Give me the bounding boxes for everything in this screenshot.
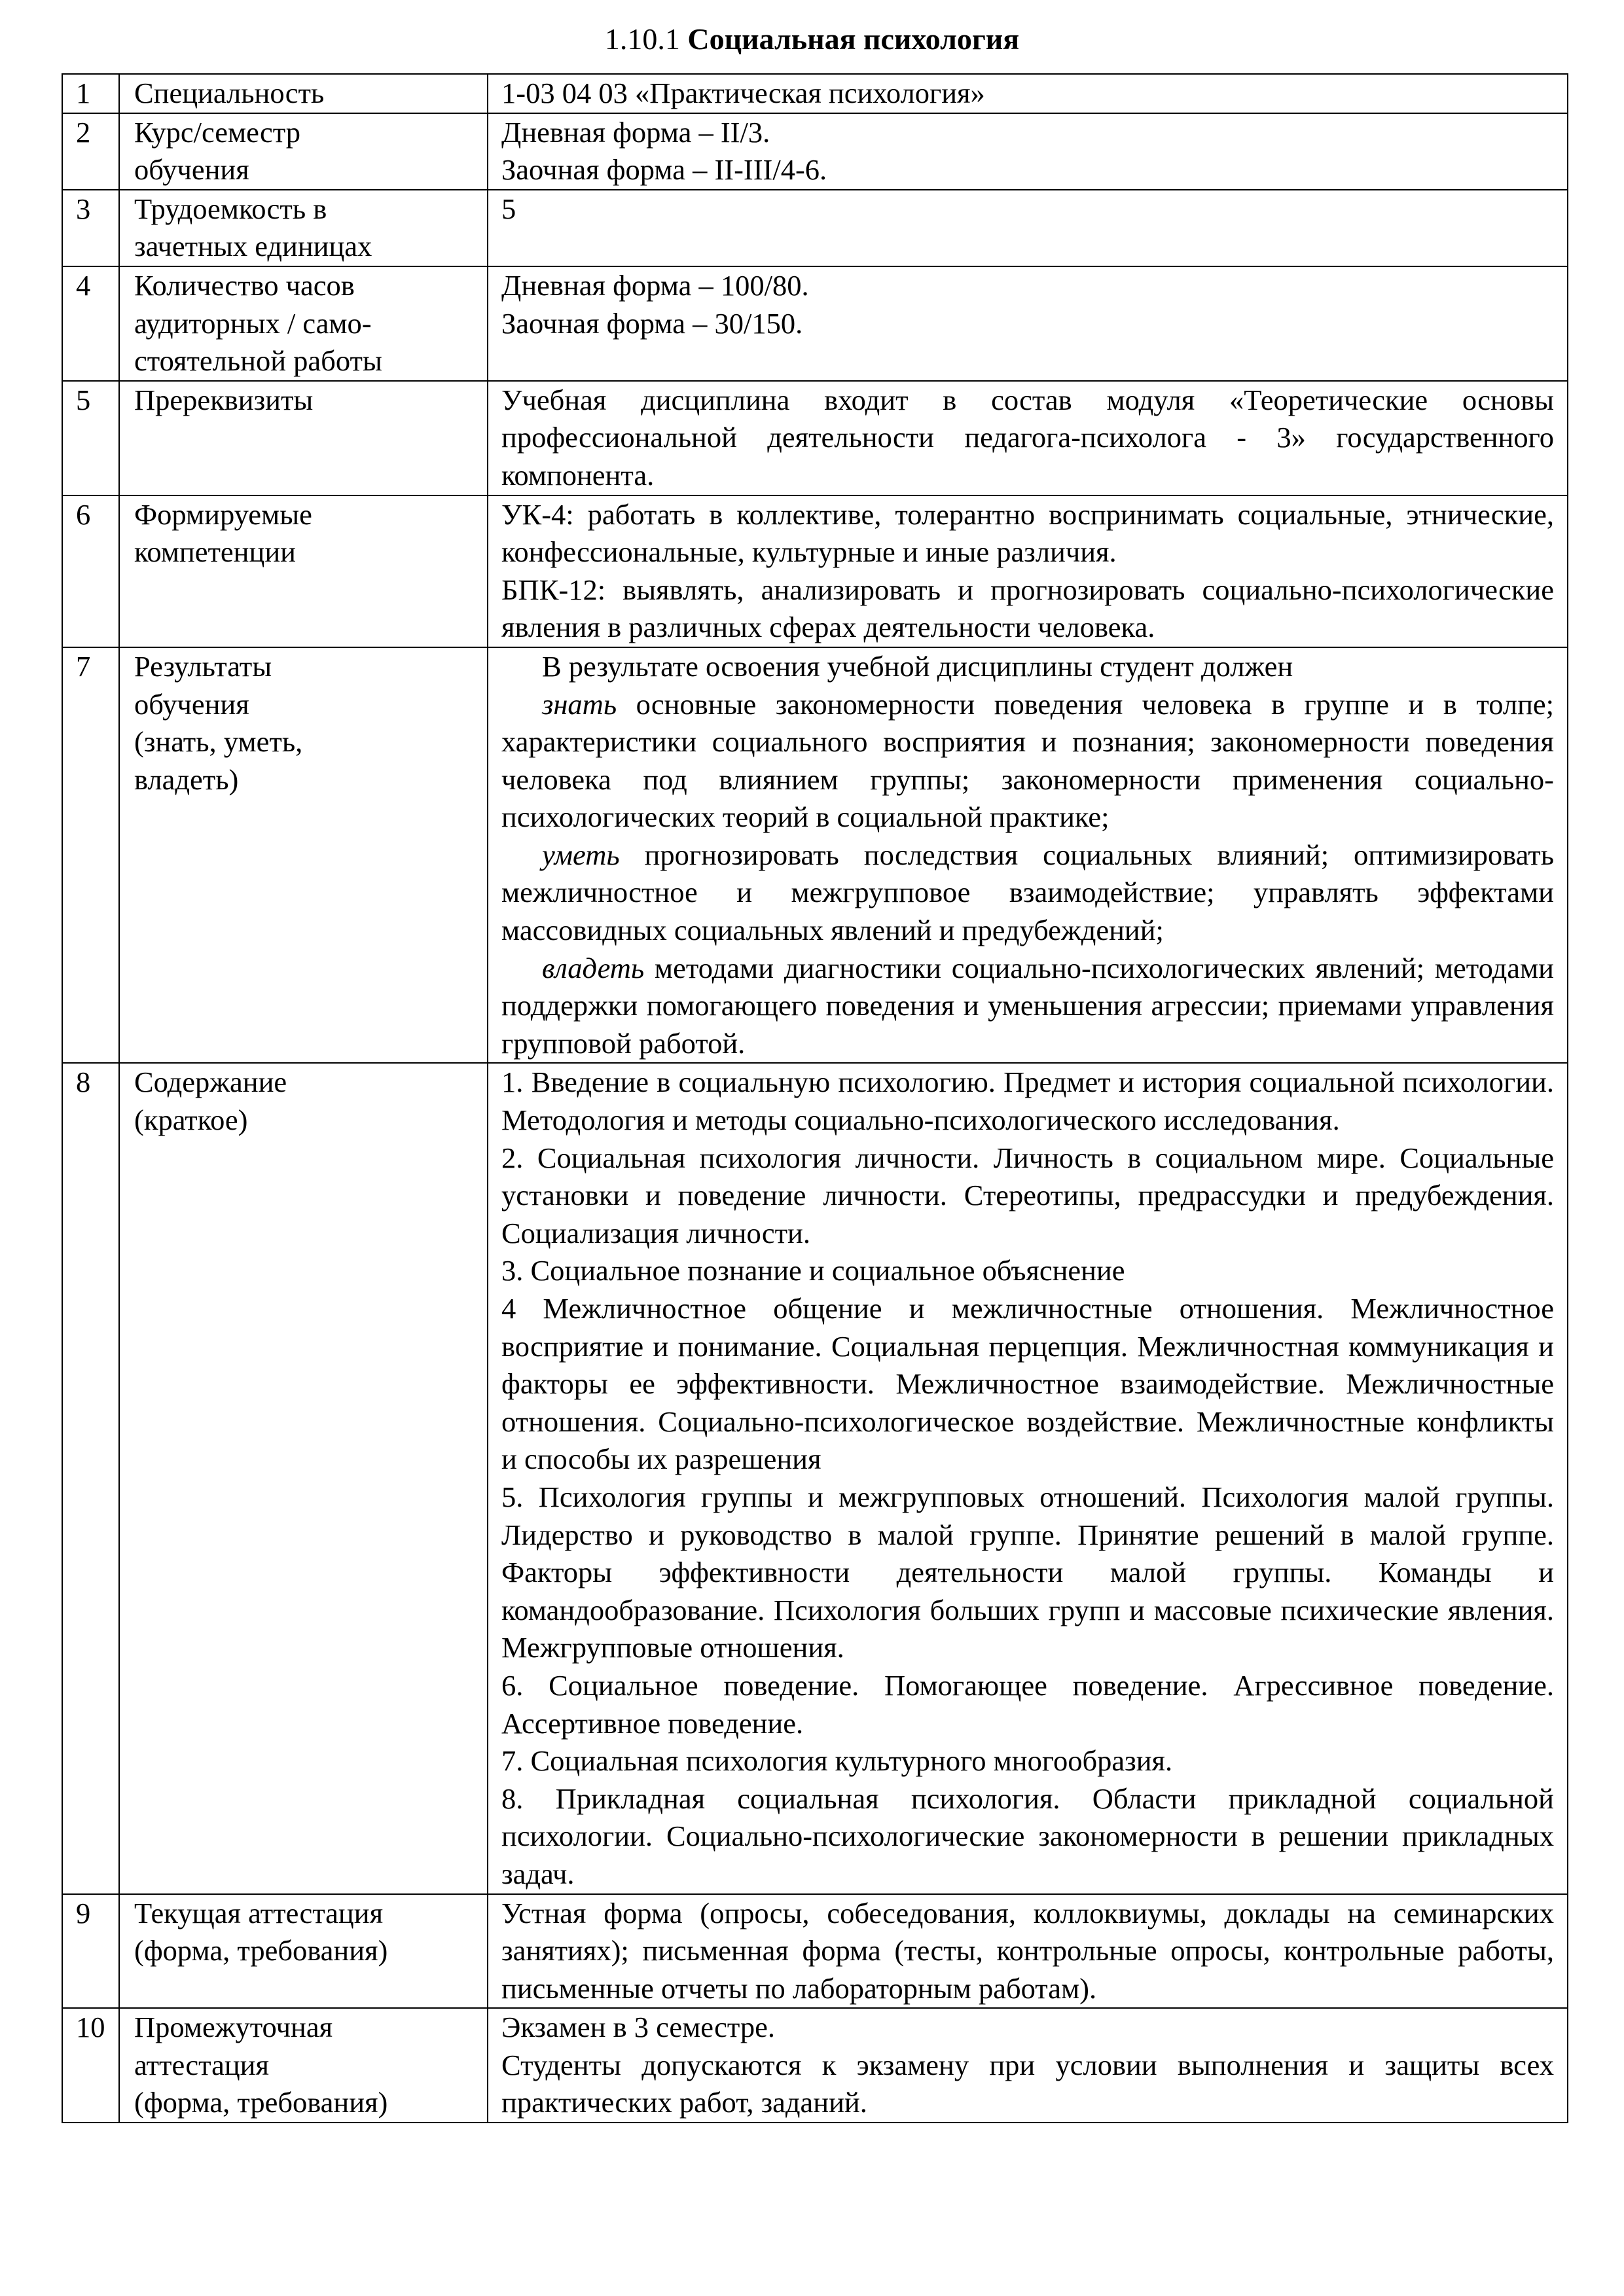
syllabus-table (62, 73, 1568, 2123)
row-label (119, 113, 488, 190)
row-value (488, 1894, 1568, 2009)
value-paragraph: УК-4: работать в коллективе, толерантно воспринимать социальные, этнические, конфессиональные, культурные и иные различия. (501, 497, 1554, 569)
row-number: 9 (62, 1894, 119, 2009)
row-label (119, 495, 488, 647)
label-line: Результаты (134, 649, 272, 683)
row-number: 6 (62, 495, 119, 647)
label-line: Трудоемкость в (134, 192, 327, 225)
value-paragraph: 1. Введение в социальную психологию. Предмет и история социальной психологии. Методология и методы социально-психологического исследования. (501, 1066, 1554, 1137)
row-value (488, 495, 1568, 647)
label-line: (знать, уметь, (134, 725, 303, 759)
value-paragraph: 4 Межличностное общение и межличностные отношения. Межличностное восприятие и понимание. Социальная перцепция. Межличностная коммуникация и факторы ее эффективности. Межличностное взаимодействие. Межличностные отношения. Социально-психологическое воздействие. Межличностные конфликты и способы их разрешения (501, 1292, 1554, 1476)
value-paragraph: Учебная дисциплина входит в состав модуля «Теоретические основы профессиональной деятельности педагога-психолога - 3» государственного компонента. (501, 383, 1554, 492)
section-number: 1.10.1 (604, 22, 680, 56)
value-paragraph: 6. Социальное поведение. Помогающее поведение. Агрессивное поведение. Ассертивное поведение. (501, 1668, 1554, 1740)
row-label (119, 74, 488, 113)
outcome-item (501, 836, 1554, 950)
row-label (119, 190, 488, 266)
table-row (62, 495, 1568, 647)
page-title (0, 20, 1624, 59)
value-paragraph: 5 (501, 192, 516, 225)
label-line: Пререквизиты (134, 383, 314, 416)
outcome-text: основные закономерности поведения человека в группе и в толпе; характеристики социального восприятия и познания; закономерности поведения человека под влиянием группы; закономерности применения социально-психологических теорий в социальной практике; (501, 687, 1554, 834)
label-line: Специальность (134, 77, 325, 109)
value-paragraph: Устная форма (опросы, собеседования, коллоквиумы, доклады на семинарских занятиях); письменная форма (тесты, контрольные опросы, контрольные работы, письменные отчеты по лабораторным работам). (501, 1896, 1554, 2005)
value-paragraph: 8. Прикладная социальная психология. Области прикладной социальной психологии. Социально-психологические закономерности в решении прикладных задач. (501, 1782, 1554, 1890)
outcome-term: владеть (542, 951, 645, 984)
outcome-term: знать (542, 687, 617, 721)
value-paragraph: 5. Психология группы и межгрупповых отношений. Психология малой группы. Лидерство и руководство в малой группе. Принятие решений в малой группе. Факторы эффективности деятельности малой группы. Команды и командообразование. Психология больших групп и массовые психические явления. Межгрупповые отношения. (501, 1480, 1554, 1664)
label-line: Промежуточная (134, 2011, 333, 2044)
table-row (62, 381, 1568, 495)
row-value (488, 2008, 1568, 2123)
value-paragraph: БПК-12: выявлять, анализировать и прогнозировать социально-психологические явления в различных сферах деятельности человека. (501, 573, 1554, 644)
row-value (488, 1063, 1568, 1893)
value-paragraph: Заочная форма – 30/150. (501, 306, 803, 340)
label-line: обучения (134, 153, 249, 187)
row-label (119, 381, 488, 495)
outcome-term: уметь (542, 838, 620, 871)
label-line: Количество часов (134, 268, 355, 302)
row-value (488, 381, 1568, 495)
label-line: Содержание (134, 1066, 287, 1099)
row-number: 5 (62, 381, 119, 495)
row-value (488, 647, 1568, 1064)
row-value (488, 113, 1568, 190)
table-row (62, 2008, 1568, 2123)
label-line: стоятельной работы (134, 344, 382, 378)
value-paragraph: 2. Социальная психология личности. Личность в социальном мире. Социальные установки и поведение личности. Стереотипы, предрассудки и предубеждения. Социализация личности. (501, 1141, 1554, 1249)
label-line: (форма, требования) (134, 2086, 388, 2119)
table-row (62, 190, 1568, 266)
table-row (62, 266, 1568, 381)
value-paragraph: Заочная форма – II-III/4-6. (501, 153, 827, 187)
label-line: (форма, требования) (134, 1934, 388, 1967)
value-paragraph: 3. Социальное познание и социальное объяснение (501, 1254, 1125, 1287)
value-paragraph: Дневная форма – 100/80. (501, 268, 809, 302)
outcome-item (501, 686, 1554, 836)
row-label (119, 1063, 488, 1893)
value-paragraph: 1-03 04 03 «Практическая психология» (501, 77, 985, 109)
label-line: обучения (134, 687, 249, 721)
outcomes-intro: В результате освоения учебной дисциплины студент должен (542, 649, 1293, 683)
row-number: 3 (62, 190, 119, 266)
label-line: (краткое) (134, 1103, 248, 1137)
row-number: 8 (62, 1063, 119, 1893)
row-number: 4 (62, 266, 119, 381)
outcome-text: прогнозировать последствия социальных влияний; оптимизировать межличностное и межгрупповое взаимодействие; управлять эффектами массовидных социальных явлений и предубеждений; (501, 838, 1554, 947)
row-value (488, 74, 1568, 113)
label-line: аудиторных / само- (134, 306, 372, 340)
row-label (119, 1894, 488, 2009)
row-value (488, 190, 1568, 266)
outcome-text: методами диагностики социально-психологических явлений; методами поддержки помогающего поведения и уменьшения агрессии; приемами управления групповой работой. (501, 951, 1554, 1060)
section-title: Социальная психология (687, 22, 1020, 56)
table-row (62, 113, 1568, 190)
table-row (62, 1894, 1568, 2009)
label-line: компетенции (134, 535, 296, 569)
syllabus-rows (62, 74, 1568, 2123)
label-line: владеть) (134, 762, 239, 796)
row-label (119, 647, 488, 1064)
value-paragraph: Экзамен в 3 семестре. (501, 2011, 776, 2044)
outcome-item (501, 950, 1554, 1063)
table-row (62, 647, 1568, 1064)
label-line: зачетных единицах (134, 230, 372, 263)
label-line: Курс/семестр (134, 115, 301, 149)
row-number: 1 (62, 74, 119, 113)
row-number: 2 (62, 113, 119, 190)
row-value (488, 266, 1568, 381)
label-line: Формируемые (134, 497, 312, 531)
row-number: 7 (62, 647, 119, 1064)
value-paragraph: Дневная форма – II/3. (501, 115, 770, 149)
value-paragraph: Студенты допускаются к экзамену при условии выполнения и защиты всех практических работ, заданий. (501, 2048, 1554, 2119)
row-label (119, 2008, 488, 2123)
row-number: 10 (62, 2008, 119, 2123)
table-row (62, 1063, 1568, 1893)
table-row (62, 74, 1568, 113)
label-line: Текущая аттестация (134, 1896, 384, 1929)
value-paragraph: 7. Социальная психология культурного многообразия. (501, 1744, 1173, 1778)
row-label (119, 266, 488, 381)
label-line: аттестация (134, 2048, 269, 2081)
